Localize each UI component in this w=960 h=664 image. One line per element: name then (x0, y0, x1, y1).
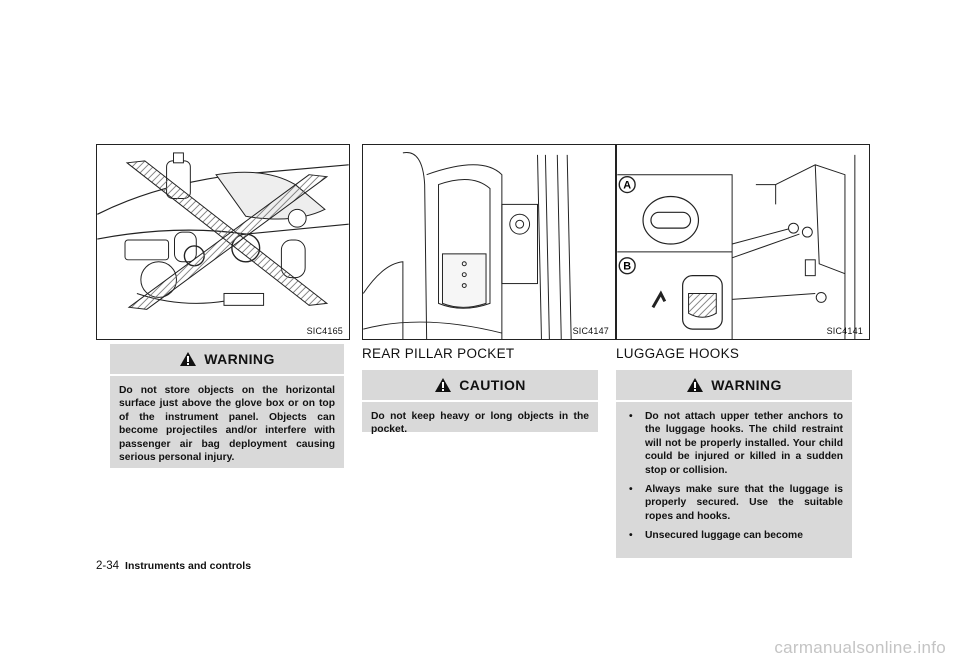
caution-triangle-icon (434, 377, 452, 393)
luggage-hooks-illustration (617, 145, 869, 339)
caution-header (362, 370, 598, 402)
caution-label: CAUTION (459, 377, 526, 393)
caution-text: Do not keep heavy or long objects in the pocket. (371, 411, 589, 436)
section-title-luggage-hooks: LUGGAGE HOOKS (616, 346, 740, 361)
bullet-marker-icon: • (629, 530, 633, 542)
figure-code: SIC4165 (306, 326, 343, 336)
warning-triangle-icon (686, 377, 704, 393)
figure-instrument-panel (96, 144, 350, 340)
page-number: 2-34 (96, 560, 120, 572)
bullet-marker-icon: • (629, 411, 633, 422)
section-title-rear-pillar-pocket: REAR PILLAR POCKET (362, 346, 515, 361)
warning-header (616, 370, 852, 402)
page-footer (96, 560, 251, 572)
footer-section-name: Instruments and controls (125, 560, 252, 572)
watermark: carmanualsonline.info (774, 638, 946, 657)
instrument-panel-illustration (97, 145, 349, 339)
warning-bullet-item: • Do not attach upper tether anchors to the luggage hooks. The child restraint will not be properly installed. Your child could be injured or killed in a sudden stop or collision. (629, 411, 843, 476)
callout-a-text: A (623, 179, 632, 192)
rear-pillar-illustration (363, 145, 615, 339)
figure-luggage-hooks (616, 144, 870, 340)
callout-b-text: B (623, 260, 632, 273)
warning-box-luggage-hooks (616, 370, 852, 558)
warning-bullet-item: • Always make sure that the luggage is properly secured. Use the suitable ropes and hooks. (629, 484, 843, 522)
warning-label: WARNING (711, 377, 782, 393)
warning-box-instrument-panel (110, 344, 344, 468)
warning-bullet-item: • Unsecured luggage can become (629, 530, 803, 542)
warning-bullets (616, 402, 852, 556)
caution-box-rear-pillar (362, 370, 598, 436)
warning-label: WARNING (204, 351, 275, 367)
figure-code: SIC4141 (826, 326, 863, 336)
warning-header (110, 344, 344, 376)
warning-triangle-icon (179, 351, 197, 367)
figure-code: SIC4147 (572, 326, 609, 336)
figure-rear-pillar-pocket (362, 144, 616, 340)
bullet-marker-icon: • (629, 484, 633, 496)
warning-text: Do not store objects on the horizontal surface just above the glove box or on top of the instrument panel. Objects can become projectiles and/or interfere with passenger air bag deployment causing serious personal injury. (119, 385, 335, 464)
